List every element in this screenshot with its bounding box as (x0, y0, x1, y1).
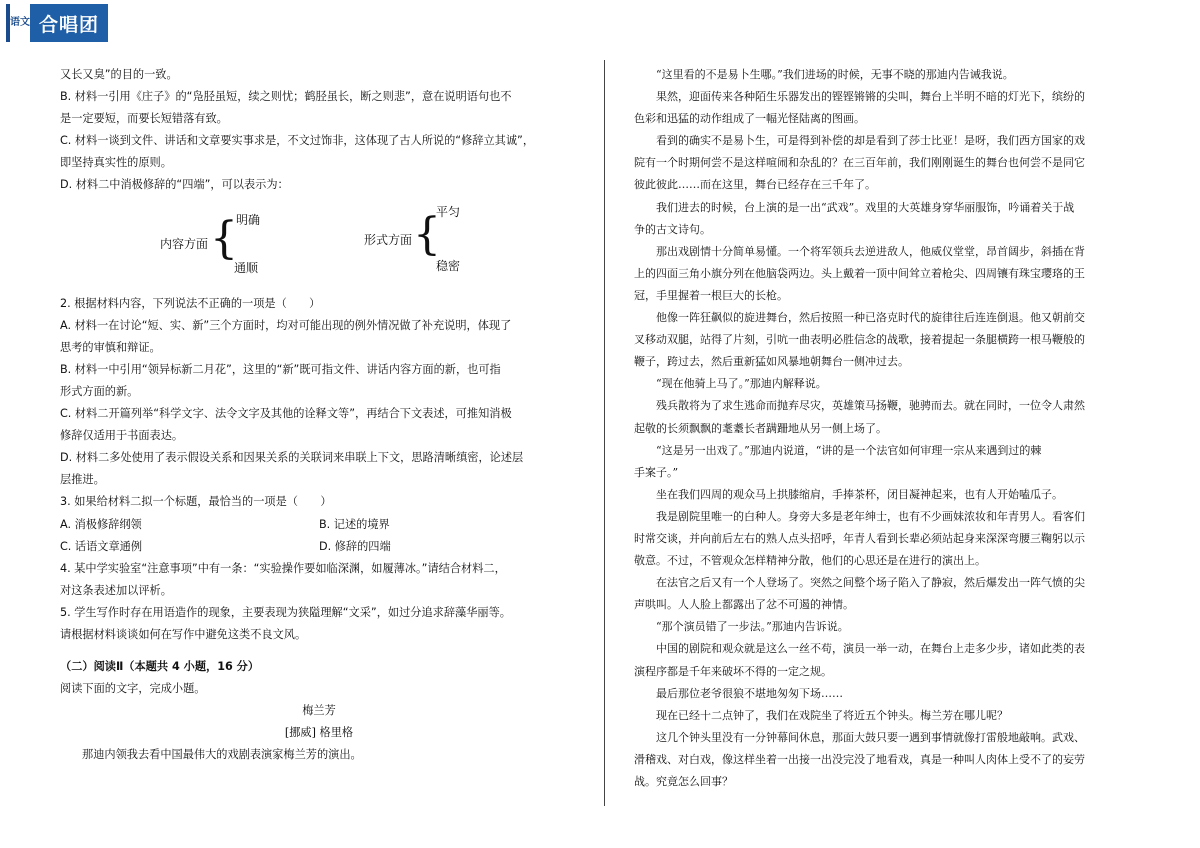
questions-4-5-block (60, 558, 578, 646)
text-line: 请根据材料谈谈如何在写作中避免这类不良文风。 (60, 627, 307, 641)
essay-line: “那个演员错了一步法。”那迪内告诉说。 (656, 620, 849, 634)
essay-line: 叉移动双腿，站得了片刻，引吭一曲表明必胜信念的战歌，接着提起一条腿横跨一根马鞭般的 (634, 333, 1085, 347)
essay-line: 他像一阵狂飙似的旋进舞台，然后按照一种已洛克时代的旋律往后连连倒退。他又朝前交 (656, 311, 1085, 325)
essay-line: 中国的剧院和观众就是这么一丝不苟，演员一举一动，在舞台上走多少步，诸如此类的表 (656, 642, 1085, 656)
essay-line: 残兵散将为了求生逃命而抛弃尽灾，英雄策马扬鞭，驰骋而去。就在同时，一位令人肃然 (656, 399, 1085, 413)
section-heading: （二）阅读Ⅱ（本题共 4 小题，16 分） (60, 660, 260, 674)
text-line: A. 材料一在讨论“短、实、新”三个方面时，均对可能出现的例外情况做了补充说明，体现了 (60, 318, 512, 332)
question-line: 3. 如果给材料二拟一个标题，最恰当的一项是（ ） (60, 495, 332, 509)
question-line: 4. 某中学实验室“注意事项”中有一条：“实验操作要如临深渊，如履薄冰。”请结合材料二， (60, 561, 506, 575)
text-line: B. 材料一引用《庄子》的“凫胫虽短，续之则忧；鹤胫虽长，断之则悲”，意在说明语句也不 (60, 90, 512, 104)
essay-line: 彼此彼此……而在这里，舞台已经存在三千年了。 (634, 178, 876, 192)
essay-line: 争的古文诗句。 (634, 222, 711, 236)
section-instruction: 阅读下面的文字，完成小题。 (60, 682, 206, 696)
essay-line: “这里看的不是易卜生哪。”我们进场的时候，无事不晓的那迪内告诫我说。 (656, 68, 1014, 81)
diagram-brace-right: { (413, 208, 441, 260)
right-column (634, 64, 1153, 793)
essay-line: 看到的确实不是易卜生，可是得到补偿的却是看到了莎士比亚！是呀，我们西方国家的戏 (656, 134, 1085, 148)
text-line: C. 材料二开篇列举“科学文字、法令文字及其他的诠释文等”，再结合下文表述，可推知消极 (60, 407, 512, 421)
essay-line: 最后那位老爷很狼不堪地匆匆下场…… (656, 686, 843, 700)
text-line: 又长又臭”的目的一致。 (60, 68, 178, 81)
essay-line: 这几个钟头里没有一分钟幕间休息，那面大鼓只要一遇到事情就像打雷般地敲响。武戏、 (656, 730, 1085, 744)
column-divider (604, 60, 605, 806)
diagram-content-bottom: 通顺 (234, 260, 259, 275)
essay-line: 鞭子，跨过去，然后重新猛如风暴地朝舞台一侧冲过去。 (634, 355, 909, 369)
essay-line: 时常交谈，并向前后左右的熟人点头招呼，年青人看到长辈必须站起身来深深弯腰三鞠躬以示 (634, 531, 1085, 545)
logo-title: 合唱团 (30, 4, 108, 42)
essay-line: 冠，手里握着一根巨大的长枪。 (634, 288, 788, 302)
question-line: 2. 根据材料内容，下列说法不正确的一项是（ ） (60, 296, 321, 310)
essay-line: 战。究竟怎么回事？ (634, 775, 733, 788)
essay-line: 演程序都是千年来破坏不得的一定之规。 (634, 664, 832, 678)
essay-author: [挪威] 格里格 (284, 726, 354, 740)
essay-line: 坐在我们四周的观众马上拱膝缩肩，手捧茶杯，闭目凝神起来，也有人开始嗑瓜子。 (656, 487, 1063, 501)
diagram-content-head: 内容方面 (160, 236, 209, 251)
text-line: B. 材料一中引用“领异标新二月花”，这里的“新”既可指文件、讲话内容方面的新，也可指 (60, 362, 501, 376)
answer-options-block (60, 64, 578, 197)
diagram-form-head: 形式方面 (364, 232, 413, 247)
essay-line: 院有一个时期何尝不是这样喧闹和杂乱的？在三百年前，我们刚刚诞生的舞台也何尝不是同它 (634, 156, 1085, 170)
essay-line: 声哄叫。人人脸上都露出了忿不可遏的神情。 (634, 598, 854, 612)
diagram-content-top: 明确 (236, 212, 261, 227)
essay-title: 梅兰芳 (302, 704, 336, 718)
text-line: D. 材料二中消极修辞的“四端”，可以表示为： (60, 178, 289, 192)
left-column (60, 64, 578, 767)
essay-line: “现在他骑上马了。”那迪内解释说。 (656, 377, 827, 391)
text-line: 是一定要短，而要长短错落有致。 (60, 112, 228, 126)
essay-line: 上的四面三角小旗分列在他脑袋两边。头上戴着一顶中间耸立着枪尖、四周镶有珠宝璎珞的王 (634, 266, 1085, 280)
essay-line: 在法官之后又有一个人登场了。突然之间整个场子陷入了静寂，然后爆发出一阵气愤的尖 (656, 576, 1085, 590)
essay-line: 那出戏剧情十分简单易懂。一个将军领兵去逆进敌人，他威仪堂堂，昂首阔步，斜插在背 (656, 244, 1085, 258)
option-a: A. 消极修辞纲领 (60, 517, 142, 531)
brand-logo (6, 4, 108, 42)
essay-line: 手案子。” (634, 465, 679, 479)
text-line: D. 材料二多处使用了表示假设关系和因果关系的关联词来串联上下文，思路清晰缜密，论述层 (60, 451, 524, 465)
four-aspects-diagram (60, 199, 578, 287)
essay-line: “这是另一出戏了。”那迪内说道，“讲的是一个法官如何审理一宗从来遇到过的棘 (656, 443, 1042, 457)
question-3-options (60, 514, 578, 558)
essay-line: 现在已经十二点钟了，我们在戏院坐了将近五个钟头。梅兰芳在哪儿呢？ (656, 708, 1008, 722)
essay-line: 我们进去的时候，台上演的是一出“武戏”。戏里的大英雄身穿华丽服饰，吟诵着关于战 (656, 200, 1075, 214)
text-line: 思考的审慎和辩证。 (60, 340, 161, 354)
essay-line: 起敬的长须飘飘的耄耋长者蹒跚地从另一侧上场了。 (634, 421, 887, 435)
essay-line: 我是剧院里唯一的白种人。身旁大多是老年绅士，也有不少画妹浓妆和年青男人。看客们 (656, 509, 1085, 523)
text-line: 修辞仅适用于书面表达。 (60, 429, 184, 443)
text-line: C. 材料一谈到文件、讲话和文章要实事求是，不文过饰非，这体现了古人所说的“修辞立其诚”， (60, 134, 535, 148)
text-line: 对这条表述加以评析。 (60, 583, 172, 597)
text-line: 层推进。 (60, 473, 105, 487)
essay-line: 敬意。不过，不管观众怎样精神分散，他们的心思还是在进行的演出上。 (634, 554, 986, 568)
question-2-block (60, 293, 578, 514)
diagram-form-bottom: 稳密 (436, 258, 461, 273)
diagram-form-top: 平匀 (436, 204, 461, 219)
essay-first-line: 那迪内领我去看中国最伟大的戏剧表演家梅兰芳的演出。 (82, 748, 362, 762)
option-d: D. 修辞的四端 (319, 539, 391, 553)
option-b: B. 记述的境界 (319, 517, 390, 531)
essay-line: 色彩和迅猛的动作组成了一幅光怪陆离的图画。 (634, 112, 865, 126)
diagram-brace-left: { (210, 212, 238, 264)
logo-subject-label: 语文 (6, 4, 30, 42)
text-line: 即坚持真实性的原则。 (60, 156, 172, 170)
essay-line: 果然，迎面传来各种陌生乐器发出的铿铿锵锵的尖叫，舞台上半明不暗的灯光下，缤纷的 (656, 90, 1085, 104)
text-line: 形式方面的新。 (60, 384, 139, 398)
question-line: 5. 学生写作时存在用语造作的现象，主要表现为狭隘理解“文采”，如过分追求辞藻华丽等。 (60, 605, 511, 619)
option-c: C. 话语文章通例 (60, 539, 143, 553)
essay-line: 滑稽戏、对白戏，像这样坐着一出接一出没完没了地看戏，真是一种叫人肉体上受不了的妄劳 (634, 752, 1085, 766)
